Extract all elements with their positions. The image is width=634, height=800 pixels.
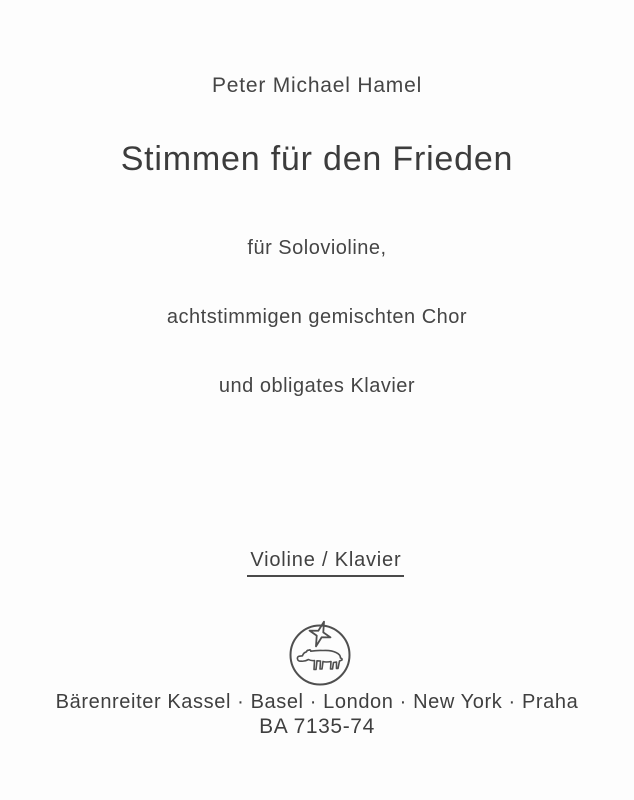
- logo-star-icon: [306, 618, 335, 650]
- publisher-imprint: Bärenreiter Kassel · Basel · London · New York · Praha: [55, 691, 579, 713]
- logo-circle: [291, 626, 350, 685]
- instrumentation-line-2: achtstimmigen gemischten Chor: [166, 306, 468, 328]
- instrumentation-block: [0, 191, 634, 444]
- composer-name: Peter Michael Hamel: [211, 74, 423, 97]
- logo-bear-icon: [297, 650, 342, 670]
- instrumentation-line-3: und obligates Klavier: [218, 375, 416, 397]
- part-label-row: [0, 531, 634, 595]
- work-title: Stimmen für den Frieden: [120, 140, 514, 178]
- catalog-number: BA 7135-74: [259, 715, 375, 738]
- part-label: Violine / Klavier: [247, 549, 404, 577]
- baerenreiter-logo: [287, 617, 353, 687]
- instrumentation-line-1: für Solovioline,: [247, 237, 387, 259]
